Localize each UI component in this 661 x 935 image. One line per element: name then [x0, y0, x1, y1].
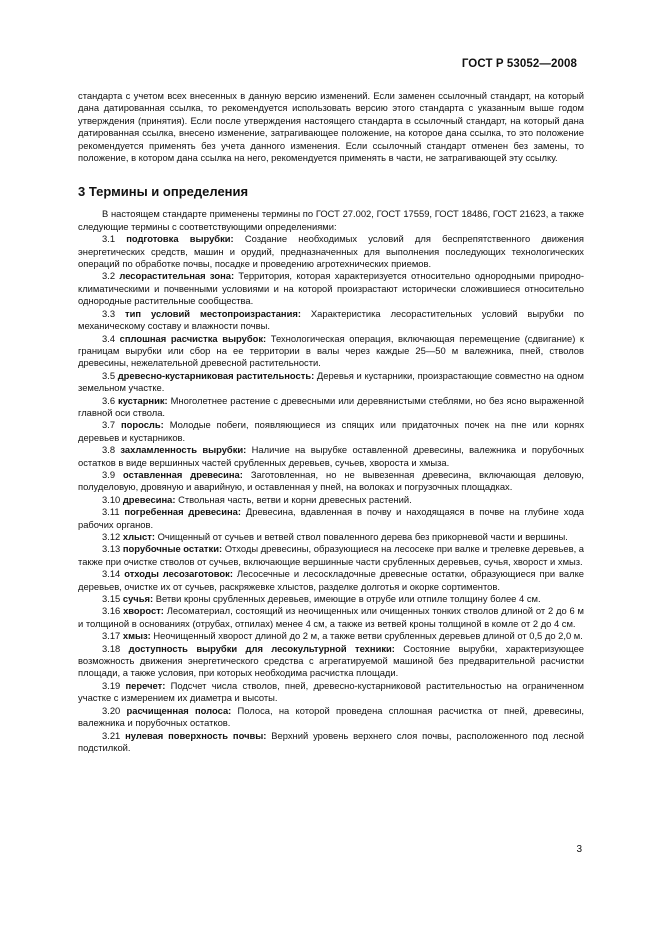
term-entry	[78, 543, 584, 568]
term-definition: Многолетнее растение с древесными или деревянистыми стеблями, но без ясно выраженной главной оси ствола.	[78, 394, 584, 418]
document-header-standard-code: ГОСТ Р 53052—2008	[461, 58, 577, 70]
term-name: поросль:	[121, 419, 164, 431]
term-name: порубочные остатки:	[122, 543, 223, 555]
term-name: доступность вырубки для лесокультурной техники:	[128, 642, 395, 654]
term-name: кустарник:	[118, 394, 168, 406]
term-definition: Подсчет числа стволов, пней, древесно-кустарниковой растительностью на ограниченном участке с измерением их диаметра и высоты.	[78, 679, 585, 704]
term-definition: Отходы древесины, образующиеся на лесосеке при валке и трелевке деревьев, а также при очистке стволов от сучьев, включающие вершинные части срубленных деревьев, сучья, хворост и хмыз.	[78, 543, 585, 567]
term-name: тип условий местопроизрастания:	[125, 307, 301, 319]
term-definition: Ствольная часть, ветви и корни древесных растений.	[178, 493, 412, 505]
term-name: погребенная древесина:	[124, 506, 242, 518]
term-entry	[78, 568, 584, 593]
term-name: сучья:	[122, 593, 154, 605]
term-name: подготовка вырубки:	[126, 233, 234, 245]
term-number: 3.19	[102, 679, 121, 691]
term-entry	[78, 680, 584, 705]
term-name: отходы лесозаготовок:	[124, 568, 233, 580]
term-number: 3.16	[102, 605, 121, 617]
term-definition: Ветви кроны срубленных деревьев, имеющие в отрубе или отпиле толщину более 4 см.	[155, 593, 541, 605]
term-number: 3.3	[102, 307, 116, 319]
term-definition: Технологическая операция, включающая перемещение (сдвигание) к границам вырубки или сбор на ее территории в валы через каждые 25—50 м валежника, пней, стволов древесины, нежелательной древесной растительности.	[78, 332, 585, 369]
term-definition: Молодые побеги, появляющиеся из спящих или придаточных почек на пне или корнях деревьев и кустарников.	[78, 419, 585, 443]
term-entry	[78, 593, 584, 605]
term-name: расчищенная полоса:	[126, 704, 232, 716]
section-intro-paragraph: В настоящем стандарте применены термины по ГОСТ 27.002, ГОСТ 17559, ГОСТ 18486, ГОСТ 21623, а также следующие термины с соответствующими определениями:	[78, 208, 584, 232]
term-definition: Создание необходимых условий для беспрепятственного движения энергетических средств, машин и орудий, предназначенных для выполнения последующих технологических операций по обработке почвы, посадке и проведению агротехнических приемов.	[78, 233, 584, 270]
term-number: 3.15	[102, 593, 121, 605]
term-entry	[78, 630, 584, 642]
term-entry	[78, 370, 584, 395]
term-name: хмыз:	[122, 630, 151, 642]
term-entry	[78, 605, 584, 630]
term-number: 3.10	[102, 493, 121, 505]
term-name: древесина:	[122, 493, 176, 505]
section-title: 3 Термины и определения	[78, 184, 249, 200]
term-number: 3.8	[102, 444, 116, 456]
intro-paragraph: стандарта с учетом всех внесенных в данную версию изменений. Если заменен ссылочный стандарт, на который дана датированная ссылка, то рекомендуется использовать версию этого стандарта с указанным выше годом утверждения (принятия). Если после утверждения настоящего стандарта в ссылочный стандарт, на который дана датированная ссылка, внесено изменение, затрагивающее положение, на которое дана ссылка, то это положение рекомендуется применять без учета данного изменения. Если ссылочный стандарт отменен без замены, то положение, в котором дана ссылка на него, рекомендуется применять в части, не затрагивающей эту ссылку.	[78, 90, 584, 164]
term-definition: Верхний уровень верхнего слоя почвы, расположенного под лесной подстилкой.	[78, 729, 585, 753]
term-name: перечет:	[125, 679, 166, 691]
term-number: 3.2	[102, 270, 116, 282]
intro-continuation	[78, 90, 584, 164]
term-number: 3.7	[102, 419, 116, 431]
term-name: сплошная расчистка вырубок:	[119, 332, 267, 344]
term-definition: Заготовленная, но не вывезенная древесина, включающая деловую, полуделовую, дровяную и аварийную, и оставленная у пней, на волоках и погрузочных площадках.	[78, 468, 585, 493]
term-definition: Лесоматериал, состоящий из неочищенных или очищенных тонких стволов длиной от 2 до 6 м и толщиной в основаниях (отрубах, отпилах) менее 4 см, а также из ветвей кроны толщиной в комле от 2 до 4 см.	[78, 605, 584, 629]
term-number: 3.12	[102, 531, 121, 542]
term-name: нулевая поверхность почвы:	[125, 729, 267, 741]
term-entry	[78, 308, 584, 333]
terms-list	[78, 233, 584, 754]
term-name: захламленность вырубки:	[120, 444, 247, 456]
term-entry	[78, 730, 584, 755]
term-entry	[78, 444, 584, 469]
term-name: лесорастительная зона:	[119, 270, 235, 282]
term-number: 3.9	[102, 468, 116, 480]
term-definition: Неочищенный хворост длиной до 2 м, а также ветви срубленных деревьев длиной от 0,5 до 2,0 м.	[153, 630, 583, 642]
term-number: 3.6	[102, 394, 116, 406]
term-name: оставленная древесина:	[123, 468, 243, 480]
term-number: 3.5	[102, 369, 116, 381]
term-definition: Состояние вырубки, характеризующее возможность движения энергетического средства с агрегатируемой машиной без предварительной расчистки площади, а также условия, при которых необходима расчистка площади.	[78, 642, 584, 679]
term-definition: Очищенный от сучьев и ветвей ствол поваленного дерева без прикорневой части и вершины.	[157, 531, 568, 542]
term-entry	[78, 419, 584, 444]
term-definition: Наличие на вырубке оставленной древесины, валежника и порубочных остатков в виде вершинных частей срубленных деревьев, сучьев, хвороста и хмыза.	[78, 444, 584, 468]
term-definition: Территория, которая характеризуется относительно однородными природно-климатическими и почвенными условиями и на которой произрастают исторически сложившиеся относительно однородные растительные сообщества.	[78, 270, 585, 307]
term-number: 3.13	[102, 543, 121, 555]
term-number: 3.20	[102, 704, 121, 716]
term-number: 3.1	[102, 233, 116, 245]
term-entry	[78, 270, 584, 307]
term-entry	[78, 395, 584, 420]
term-entry	[78, 469, 584, 494]
term-number: 3.14	[102, 568, 121, 580]
term-name: хворост:	[123, 605, 164, 617]
term-entry	[78, 506, 584, 531]
term-definition: Лесосечные и лесоскладочные древесные остатки, образующиеся при валке деревьев, очистке их от сучьев, раскряжевке хлыстов, разделке долготья и окорке сортиментов.	[78, 568, 585, 592]
term-number: 3.18	[102, 642, 121, 654]
term-definition: Характеристика лесорастительных условий вырубки по механическому составу и влажности почвы.	[78, 307, 584, 332]
term-definition: Полоса, на которой проведена сплошная расчистка от пней, древесины, валежника и порубочных остатков.	[78, 704, 584, 729]
term-number: 3.21	[102, 729, 121, 741]
document-body	[78, 90, 584, 754]
term-entry	[78, 705, 584, 730]
term-definition: Деревья и кустарники, произрастающие совместно на одном земельном участке.	[78, 369, 584, 394]
term-entry	[78, 494, 584, 506]
term-definition: Древесина, вдавленная в почву и находящаяся в почве на глубине хода рабочих органов.	[78, 506, 585, 530]
term-name: хлыст:	[122, 531, 155, 542]
term-number: 3.17	[102, 630, 121, 642]
term-entry	[78, 233, 584, 270]
page-number: 3	[576, 844, 582, 855]
term-entry	[78, 643, 584, 680]
term-name: древесно-кустарниковая растительность:	[117, 369, 315, 381]
term-entry	[78, 333, 584, 370]
term-number: 3.4	[102, 332, 116, 344]
term-number: 3.11	[102, 506, 120, 518]
term-entry	[78, 531, 584, 543]
